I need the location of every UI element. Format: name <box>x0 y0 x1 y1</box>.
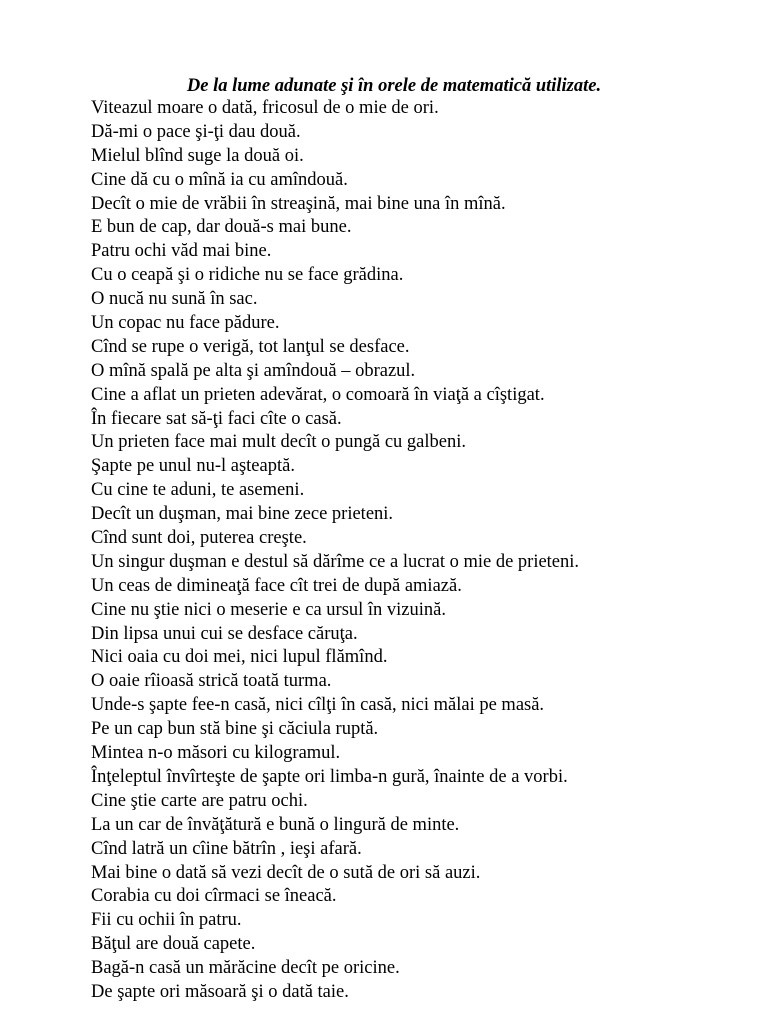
proverb-line: Cine nu ştie nici o meserie e ca ursul în vizuină. <box>91 599 446 620</box>
proverb-line: Un singur duşman e destul să dărîme ce a lucrat o mie de prieteni. <box>91 551 580 572</box>
proverb-line: Mintea n-o măsori cu kilogramul. <box>91 743 341 764</box>
proverb-line: Pe un cap bun stă bine şi căciula ruptă. <box>91 719 379 740</box>
proverb-line: Cînd latră un cîine bătrîn , ieşi afară. <box>91 838 362 859</box>
proverb-line: O oaie rîioasă strică toată turma. <box>91 671 332 692</box>
proverb-list <box>91 97 579 1005</box>
proverb-line: Un ceas de dimineaţă face cît trei de după amiază. <box>91 575 462 596</box>
proverb-line: Cine ştie carte are patru ochi. <box>91 790 308 811</box>
proverb-line: Cine dă cu o mînă ia cu amîndouă. <box>91 169 348 190</box>
proverb-line: În fiecare sat să-ţi faci cîte o casă. <box>91 408 342 429</box>
proverb-line: Corabia cu doi cîrmaci se îneacă. <box>91 886 337 907</box>
proverb-line: Fii cu ochii în patru. <box>91 910 242 931</box>
proverb-line: Cînd se rupe o verigă, tot lanţul se desface. <box>91 336 410 357</box>
proverb-line: Patru ochi văd mai bine. <box>91 241 272 262</box>
document-title: De la lume adunate şi în orele de matematică utilizate. <box>186 76 602 96</box>
proverb-line: Decît un duşman, mai bine zece prieteni. <box>91 504 394 525</box>
proverb-line: Cînd sunt doi, puterea creşte. <box>91 528 307 549</box>
proverb-line: Un copac nu face pădure. <box>91 313 280 334</box>
proverb-line: Decît o mie de vrăbii în streaşină, mai bine una în mînă. <box>91 193 506 214</box>
proverb-line: Cu o ceapă şi o ridiche nu se face grădina. <box>91 265 404 286</box>
proverb-line: Mielul blînd suge la două oi. <box>91 145 304 166</box>
proverb-line: Din lipsa unui cui se desface căruţa. <box>91 623 358 644</box>
proverb-line: E bun de cap, dar două-s mai bune. <box>91 217 352 238</box>
proverb-line: Bagă-n casă un mărăcine decît pe oricine. <box>91 958 400 979</box>
proverb-line: Un prieten face mai mult decît o pungă cu galbeni. <box>91 432 467 453</box>
proverb-line: Şapte pe unul nu-l aşteaptă. <box>91 456 295 477</box>
proverb-line: La un car de învăţătură e bună o lingură de minte. <box>91 814 460 835</box>
proverb-line: De şapte ori măsoară şi o dată taie. <box>91 981 349 1002</box>
proverb-line: Nici oaia cu doi mei, nici lupul flămînd. <box>91 647 388 668</box>
proverb-line: Băţul are două capete. <box>91 934 256 955</box>
proverb-line: O mînă spală pe alta şi amîndouă – obrazul. <box>91 360 416 381</box>
proverb-line: Cine a aflat un prieten adevărat, o comoară în viaţă a cîştigat. <box>91 384 545 405</box>
proverb-line: Înţeleptul învîrteşte de şapte ori limba-n gură, înainte de a vorbi. <box>91 766 568 787</box>
proverb-line: Mai bine o dată să vezi decît de o sută de ori să auzi. <box>91 862 481 883</box>
proverb-line: O nucă nu sună în sac. <box>91 289 258 310</box>
proverb-line: Cu cine te aduni, te asemeni. <box>91 480 305 501</box>
proverb-line: Viteazul moare o dată, fricosul de o mie de ori. <box>91 98 439 118</box>
proverb-line: Unde-s şapte fee-n casă, nici cîlţi în casă, nici mălai pe masă. <box>91 695 545 716</box>
proverb-line: Dă-mi o pace şi-ţi dau două. <box>91 121 301 142</box>
